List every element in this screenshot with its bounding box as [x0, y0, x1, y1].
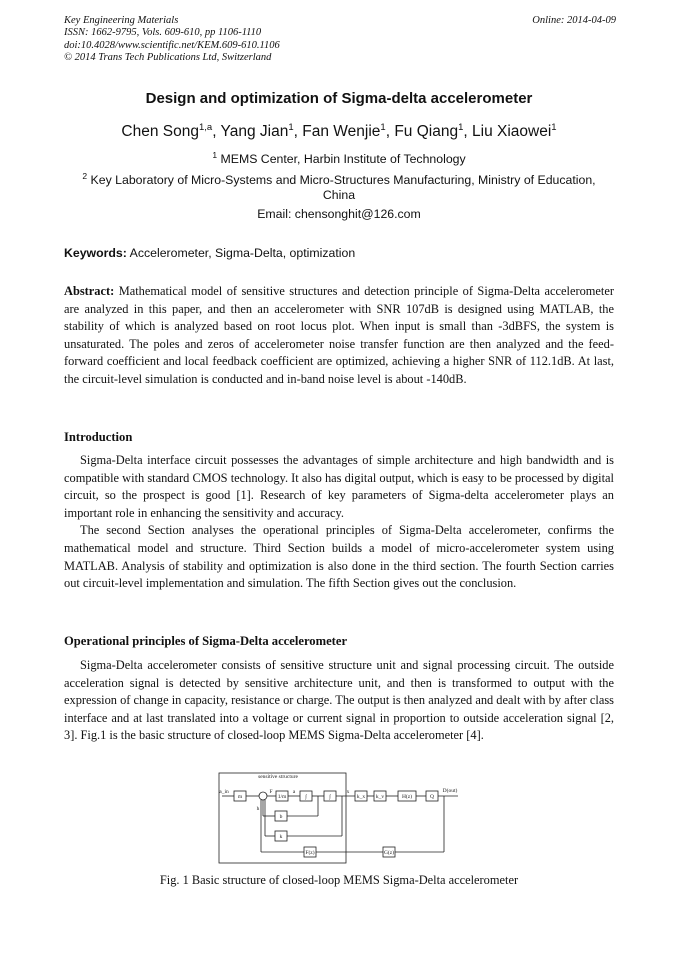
copyright-line: © 2014 Trans Tech Publications Ltd, Switzerland: [64, 51, 272, 63]
feedback-1-label: F(z): [305, 850, 315, 856]
author-email: Email: chensonghit@126.com: [257, 207, 421, 221]
section-body: [64, 452, 614, 593]
keywords-text: Accelerometer, Sigma-Delta, optimization: [129, 246, 356, 260]
block-diagram: [218, 770, 464, 866]
hz-label: H(z): [401, 794, 413, 800]
affiliation-sup: 1: [212, 150, 218, 160]
abstract-label: Abstract:: [64, 284, 115, 298]
integrator-1-label: ∫: [305, 794, 307, 800]
affiliation: [70, 148, 608, 167]
paper-title: Design and optimization of Sigma-delta accelerometer: [145, 90, 533, 107]
input-label: a_in: [219, 789, 229, 795]
author-name: Liu Xiaowei: [472, 123, 552, 141]
summing-node: [259, 792, 267, 800]
feedback-2-label: G(z): [383, 850, 395, 856]
author-name: Fan Wenjie: [302, 123, 381, 141]
keywords: [64, 246, 355, 260]
section-heading: Introduction: [64, 430, 133, 444]
b-label: b: [279, 814, 283, 820]
author-sup: 1: [458, 122, 464, 133]
quantizer-label: Q: [430, 794, 434, 800]
paragraph: Sigma-Delta accelerometer consists of sensitive structure unit and signal processing circuit. The outside acceleration signal is detected by sensitive architecture unit, and then is transformed to output with the expression of change in capacity, resistance or charge. The output is then analyzed and dealt with by after class interface and at last translated into a voltage or current signal in proportion to outside acceleration signal [2, 3]. Fig.1 is the basic structure of closed-loop MEMS Sigma-Delta accelerometer [4].: [64, 658, 614, 743]
region-label: sensitive structure: [258, 774, 298, 780]
paragraph: Sigma-Delta interface circuit possesses the advantages of simple architecture and high bandwidth and is compatible with standard CMOS technology. It also has digital output, which is easy to be processed by digital circuit, so the prospect is good [1]. Research of key parameters of Sigma-delta accelerometer plays an important role in enhancing the sensitivity and accuracy.: [64, 453, 614, 520]
abstract-text: Mathematical model of sensitive structures and detection principle of Sigma-Delta accelerometer are analyzed in this paper, and then an accelerometer with SNR 107dB is designed using MATLAB, the stability of which is analyzed based on root locus plot. When input is small than -3dBFS, the system is unsaturated. The poles and zeros of accelerometer noise transfer function are then analyzed and the feed-forward coefficient and local feedback coefficient are optimized, achieving a higher SNR of 112.1dB. At last, the circuit-level simulation is conducted and in-band noise level is about -140dB.: [64, 284, 614, 386]
figure-caption: Fig. 1 Basic structure of closed-loop MEMS Sigma-Delta accelerometer: [159, 873, 519, 887]
online-date: Online: 2014-04-09: [532, 15, 616, 26]
x-label: x: [346, 789, 350, 795]
author-name: Yang Jian: [220, 123, 289, 141]
author-sup: 1: [288, 122, 294, 133]
kx-label: k_x: [356, 794, 366, 800]
h-label: h: [256, 806, 260, 812]
affiliation-text: Key Laboratory of Micro-Systems and Micro-Structures Manufacturing, Ministry of Education, China: [90, 173, 596, 203]
section-heading: Operational principles of Sigma-Delta accelerometer: [64, 634, 348, 648]
affiliation: [70, 169, 608, 203]
doi-line: doi:10.4028/www.scientific.net/KEM.609-610.1106: [64, 39, 280, 51]
journal-name: Key Engineering Materials: [64, 15, 179, 26]
paragraph: The second Section analyses the operational principles of Sigma-Delta accelerometer, confirms the mathematical model and structure. Third Section builds a model of micro-accelerometer system using MATLAB. Analysis of stability and optimization is also done in the third section. The fourth Section carries out circuit-level implementation and simulation. The fifth Section gives out the conclusion.: [64, 523, 614, 591]
affiliation-text: MEMS Center, Harbin Institute of Technology: [220, 152, 466, 167]
author-name: Chen Song: [121, 123, 199, 141]
integrator-2-label: ∫: [329, 794, 331, 800]
issn-line: ISSN: 1662-9795, Vols. 609-610, pp 1106-1110: [64, 27, 262, 39]
author-sup: 1: [380, 122, 386, 133]
affiliation-sup: 2: [82, 171, 88, 181]
author-sup: 1: [551, 122, 557, 133]
author-list: Chen Song$^{1,a}$, Yang Jian$^1$, Fan Wenjie$^1$, Fu Qiang$^1$, Liu Xiaowei$^1$: [121, 122, 557, 141]
author-name: Fu Qiang: [394, 123, 459, 141]
accel-label: a: [292, 789, 296, 795]
m-label: m: [237, 794, 243, 800]
force-label: F: [269, 789, 273, 795]
abstract: [64, 283, 614, 389]
sensitive-structure-box: [219, 773, 346, 863]
inverse-mass-label: 1/m: [277, 794, 287, 800]
section-body: [64, 657, 614, 745]
keywords-label: Keywords:: [64, 246, 127, 260]
dout-label: D(out): [442, 788, 458, 794]
author-sup: 1,a: [198, 122, 213, 133]
kv-label: k_v: [375, 794, 385, 800]
k-label: k: [279, 834, 283, 840]
